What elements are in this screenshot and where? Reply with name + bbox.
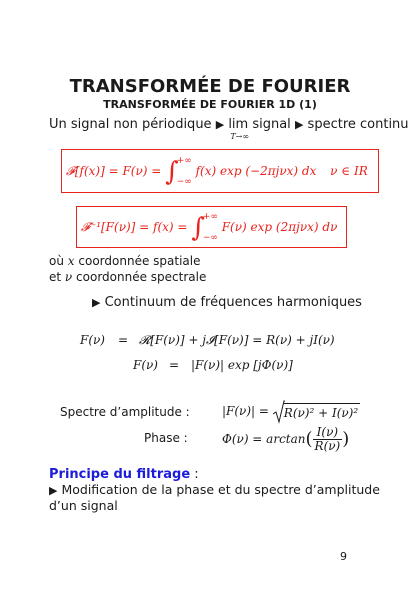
intro-line	[49, 117, 409, 141]
principe-line-1	[49, 482, 380, 497]
principe-heading	[49, 467, 199, 482]
decomp-row-2-rhs: |F(ν)| exp [jΦ(ν)]	[191, 358, 293, 372]
principe-title: Principe du filtrage	[49, 467, 191, 482]
principe-colon: :	[190, 467, 199, 482]
inverse-upper-limit: +∞	[202, 211, 218, 222]
inverse-transform-equation	[81, 210, 337, 244]
phase-denominator: R(ν)	[314, 439, 341, 453]
phase-numerator: I(ν)	[313, 426, 343, 440]
phase-lhs: Φ(ν) = arctan	[222, 432, 306, 446]
right-triangle-icon: ▶	[215, 118, 225, 131]
forward-transform-equation	[66, 154, 368, 188]
variable-x: x	[67, 254, 75, 268]
variable-nu: ν	[64, 270, 73, 284]
decomp-row-1-rhs: 𝓡[F(ν)] + j𝓘[F(ν)] = R(ν) + jI(ν)	[139, 333, 335, 347]
forward-lower-limit: −∞	[176, 176, 192, 187]
inverse-integrand: F(ν) exp (2πjνx) dν	[221, 220, 338, 234]
amplitude-label: Spectre d’amplitude :	[60, 405, 190, 419]
principe-text-1: Modification de la phase et du spectre d’amplitude	[61, 482, 380, 497]
phase-equation: Φ(ν) = arctan( $\frac{I(\nu)}{R(\nu)}$ )	[222, 424, 350, 453]
where-word: où	[49, 254, 64, 268]
amplitude-radicand: R(ν)² + I(ν)²	[284, 403, 360, 422]
forward-upper-limit: +∞	[176, 155, 192, 166]
square-root	[273, 399, 360, 425]
continuum-line	[92, 295, 362, 310]
decomp-row-1-equals: =	[118, 333, 129, 347]
where-desc-2: coordonnée spectrale	[76, 270, 207, 284]
inverse-lhs: 𝓕⁻¹[F(ν)] = f(x) =	[81, 220, 188, 234]
intro-text-1: Un signal non périodique	[49, 117, 212, 132]
intro-limit-sub: T→∞	[230, 132, 250, 141]
inverse-lower-limit: −∞	[202, 232, 218, 243]
decomp-row-2-equals: =	[169, 358, 180, 372]
intro-text-3: spectre continu	[307, 117, 409, 132]
right-triangle-icon: ▶	[294, 118, 304, 131]
right-triangle-icon: ▶	[92, 296, 101, 309]
intro-limit	[228, 117, 291, 141]
amplitude-lhs: |F(ν)| =	[222, 404, 269, 418]
right-triangle-icon: ▶	[49, 484, 58, 497]
page-title: TRANSFORMÉE DE FOURIER	[69, 76, 351, 97]
forward-lhs: 𝓕[f(x)] = F(ν) =	[66, 164, 162, 178]
continuum-text: Continuum de fréquences harmoniques	[104, 295, 362, 310]
forward-domain: ν ∈ IR	[330, 164, 368, 178]
decomp-row-2-lhs: F(ν)	[133, 358, 158, 372]
where-desc-1: coordonnée spatiale	[78, 254, 201, 268]
where-line-2	[49, 270, 206, 284]
and-word: et	[49, 270, 62, 284]
page-subtitle: TRANSFORMÉE DE FOURIER 1D (1)	[103, 98, 317, 111]
where-line-1	[49, 254, 200, 268]
page-number: 9	[340, 550, 347, 563]
principe-line-2: d’un signal	[49, 498, 118, 513]
integral-sign: ∫	[165, 156, 179, 187]
forward-integrand: f(x) exp (−2πjνx) dx	[195, 164, 317, 178]
phase-label: Phase :	[144, 431, 188, 445]
integral-sign: ∫	[191, 212, 205, 243]
amplitude-equation	[222, 398, 360, 424]
decomp-row-1-lhs: F(ν)	[80, 333, 105, 347]
intro-text-2: lim signal	[228, 117, 291, 132]
